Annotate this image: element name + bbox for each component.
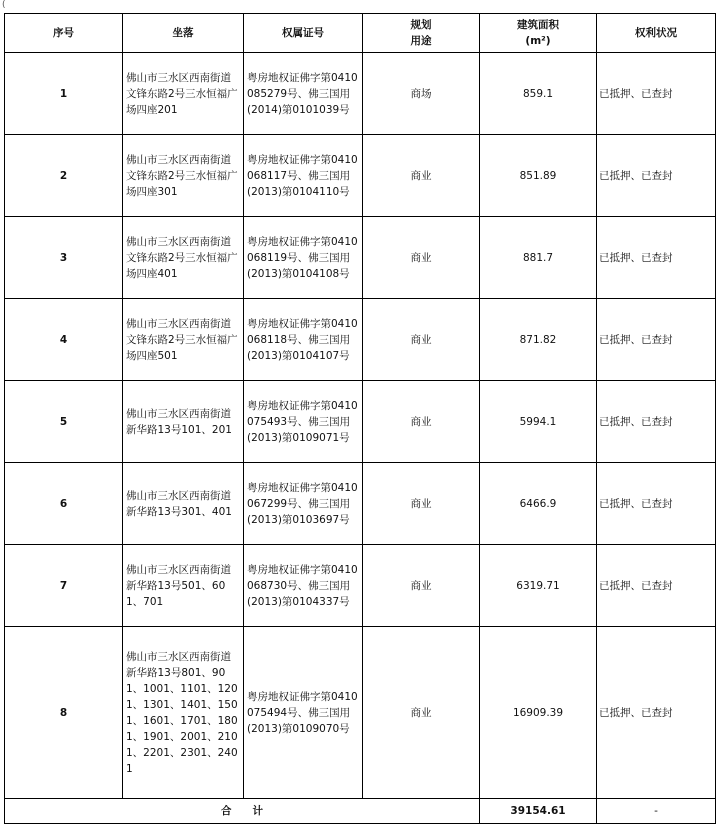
header-area-line2: (m²) [525,35,551,47]
total-row [5,799,716,824]
corner-mark: ( [2,0,6,10]
row-cert: 粤房地权证佛字第0410068117号、佛三国用(2013)第0104110号 [244,135,363,217]
row-cert: 粤房地权证佛字第0410075494号、佛三国用(2013)第0109070号 [244,627,363,799]
row-status: 已抵押、已查封 [597,545,716,627]
row-use: 商业 [363,463,480,545]
row-location: 佛山市三水区西南街道新华路13号301、401 [123,463,244,545]
row-area: 871.82 [480,299,597,381]
row-area: 6466.9 [480,463,597,545]
row-location: 佛山市三水区西南街道文锋东路2号三水恒福广场四座301 [123,135,244,217]
table-row [5,627,716,799]
row-area: 851.89 [480,135,597,217]
row-number: 3 [5,217,123,299]
row-cert: 粤房地权证佛字第0410068119号、佛三国用(2013)第0104108号 [244,217,363,299]
row-use: 商场 [363,53,480,135]
row-area: 5994.1 [480,381,597,463]
row-status: 已抵押、已查封 [597,463,716,545]
header-area-line1: 建筑面积 [517,19,559,31]
row-cert: 粤房地权证佛字第0410075493号、佛三国用(2013)第0109071号 [244,381,363,463]
table-header-row [5,14,716,53]
row-use: 商业 [363,545,480,627]
table-row [5,545,716,627]
row-use: 商业 [363,135,480,217]
row-number: 5 [5,381,123,463]
row-status: 已抵押、已查封 [597,53,716,135]
header-use [363,14,480,53]
row-location: 佛山市三水区西南街道文锋东路2号三水恒福广场四座201 [123,53,244,135]
row-area: 859.1 [480,53,597,135]
row-area: 16909.39 [480,627,597,799]
row-use: 商业 [363,627,480,799]
header-location: 坐落 [123,14,244,53]
total-label-ji: 计 [252,805,263,817]
total-status: - [597,799,716,824]
table-row [5,217,716,299]
row-status: 已抵押、已查封 [597,627,716,799]
row-number: 4 [5,299,123,381]
row-cert: 粤房地权证佛字第0410068118号、佛三国用(2013)第0104107号 [244,299,363,381]
row-location: 佛山市三水区西南街道新华路13号801、901、1001、1101、1201、1301、1401、1501、1601、1701、1801、1901、2001、2101、2201、2301、2401 [123,627,244,799]
total-label-he: 合 [221,805,232,817]
row-use: 商业 [363,299,480,381]
table-row [5,135,716,217]
table-row [5,53,716,135]
row-location: 佛山市三水区西南街道新华路13号501、601、701 [123,545,244,627]
row-location: 佛山市三水区西南街道新华路13号101、201 [123,381,244,463]
header-use-line1: 规划 [410,19,432,31]
row-number: 2 [5,135,123,217]
row-number: 6 [5,463,123,545]
row-use: 商业 [363,217,480,299]
row-cert: 粤房地权证佛字第0410068730号、佛三国用(2013)第0104337号 [244,545,363,627]
row-use: 商业 [363,381,480,463]
table-row [5,299,716,381]
table-row [5,463,716,545]
table-row [5,381,716,463]
header-area [480,14,597,53]
row-cert: 粤房地权证佛字第0410085279号、佛三国用(2014)第0101039号 [244,53,363,135]
row-cert: 粤房地权证佛字第0410067299号、佛三国用(2013)第0103697号 [244,463,363,545]
header-status: 权利状况 [597,14,716,53]
row-status: 已抵押、已查封 [597,299,716,381]
row-number: 7 [5,545,123,627]
row-number: 8 [5,627,123,799]
row-location: 佛山市三水区西南街道文锋东路2号三水恒福广场四座401 [123,217,244,299]
property-table [4,13,716,824]
header-use-line2: 用途 [410,35,432,47]
row-number: 1 [5,53,123,135]
row-status: 已抵押、已查封 [597,217,716,299]
row-area: 881.7 [480,217,597,299]
row-status: 已抵押、已查封 [597,381,716,463]
row-location: 佛山市三水区西南街道文锋东路2号三水恒福广场四座501 [123,299,244,381]
total-label [5,799,480,824]
header-cert: 权属证号 [244,14,363,53]
total-area: 39154.61 [480,799,597,824]
header-seq: 序号 [5,14,123,53]
row-area: 6319.71 [480,545,597,627]
row-status: 已抵押、已查封 [597,135,716,217]
